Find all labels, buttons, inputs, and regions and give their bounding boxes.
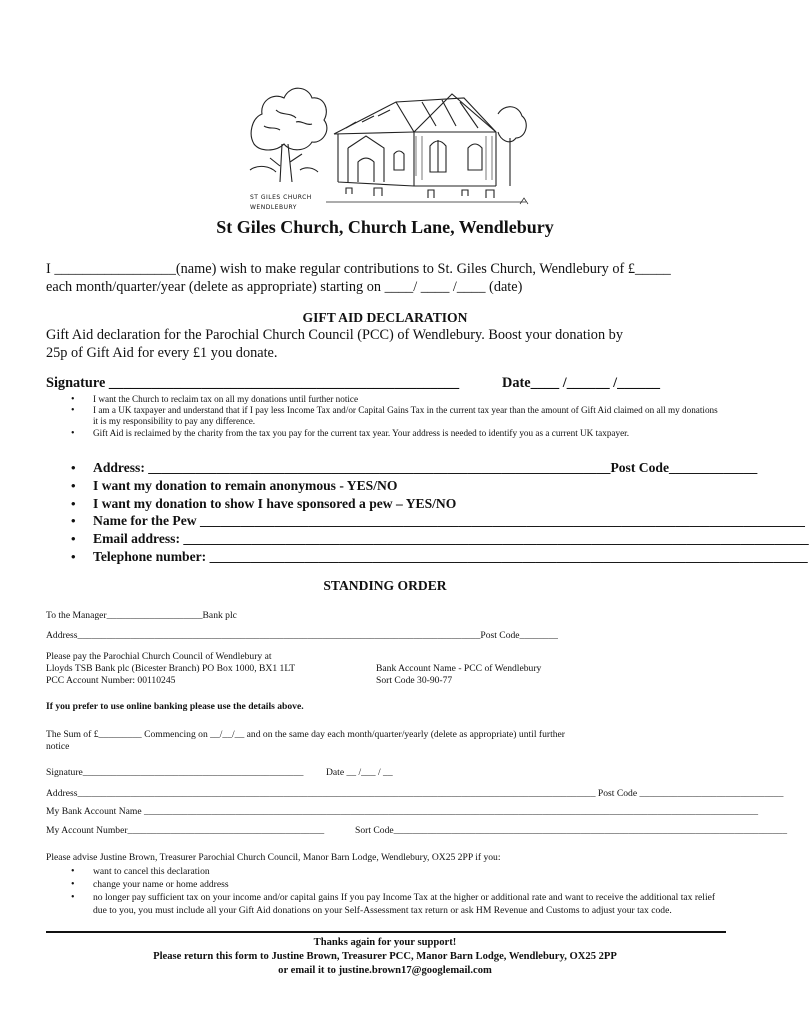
page-title: St Giles Church, Church Lane, Wendlebury (216, 217, 554, 237)
footer-email[interactable]: or email it to justine.brown17@googlemail.com (278, 965, 492, 976)
advise-text: Please advise Justine Brown, Treasurer Parochial Church Council, Manor Barn Lodge, Wendlebury, OX25 2PP if you: (46, 852, 501, 863)
intro-line-1: I _________________(name) wish to make regular contributions to St. Giles Church, Wendlebury of £_____ (46, 261, 671, 277)
pay-line-1: Please pay the Parochial Church Council of Wendlebury at (46, 651, 272, 662)
gift-aid-signature-field[interactable]: Signature _________________________________________________ (46, 375, 460, 391)
gift-aid-conditions-list (46, 394, 722, 439)
footer-return: Please return this form to Justine Brown, Treasurer PCC, Manor Barn Lodge, Wendlebury, OX25 2PP (153, 951, 617, 962)
gift-aid-date-field[interactable]: Date____ /______ /______ (502, 375, 661, 391)
gift-aid-fields-list (46, 459, 809, 566)
so-address-field[interactable]: Address____________________________________________________________________________________Post Code________ (46, 630, 558, 641)
online-banking-note: If you prefer to use online banking please use the details above. (46, 701, 304, 712)
standing-order-heading: STANDING ORDER (323, 578, 447, 593)
list-item: • want to cancel this declaration (46, 865, 722, 878)
pew-sponsor-option[interactable]: • I want my donation to show I have sponsored a pew – YES/NO (46, 495, 736, 513)
account-name: Bank Account Name - PCC of Wendlebury (376, 663, 542, 674)
so-address2-field[interactable]: Address____________________________________________________________________________________________________________ Post Code ______________________________ (46, 788, 784, 799)
sum-line-1[interactable]: The Sum of £_________ Commencing on __/__/__ and on the same day each month/quarter/yearly (delete as appropriate) until further (46, 729, 565, 740)
list-item: • no longer pay sufficient tax on your income and/or capital gains If you pay Income Tax at the higher or additional rate and want to receive the additional tax relief due to you, you must include all your Gift Aid donations on your Self-Assessment tax return or ask HM Revenue and Customs to adjust your tax code. (46, 891, 722, 917)
address-field[interactable]: • Address: ____________________________________________________________________Post Code_____________ (46, 459, 736, 477)
list-item: • change your name or home address (46, 878, 722, 891)
gift-aid-desc-line-2: 25p of Gift Aid for every £1 you donate. (46, 345, 278, 361)
footer-thanks: Thanks again for your support! (313, 937, 457, 948)
sort-code: Sort Code 30-90-77 (376, 675, 453, 686)
pay-line-2: Lloyds TSB Bank plc (Bicester Branch) PO Box 1000, BX1 1LT (46, 663, 296, 674)
anonymous-option[interactable]: • I want my donation to remain anonymous - YES/NO (46, 477, 736, 495)
gift-aid-desc-line-1: Gift Aid declaration for the Parochial Church Council (PCC) of Wendlebury. Boost your donation by (46, 327, 623, 343)
logo-caption-line2: WENDLEBURY (250, 204, 297, 211)
email-field[interactable]: • Email address: ____________________________________________________________________________________________ (46, 530, 736, 548)
to-manager-field[interactable]: To the Manager____________________Bank plc (46, 610, 237, 621)
sum-line-2: notice (46, 741, 70, 752)
account-number-field[interactable]: My Account Number_________________________________________ (46, 825, 325, 836)
gift-aid-heading: GIFT AID DECLARATION (302, 310, 468, 325)
pay-line-3: PCC Account Number: 00110245 (46, 675, 176, 686)
intro-line-2: each month/quarter/year (delete as appropriate) starting on ____/ ____ /____ (date) (46, 279, 523, 295)
church-logo (246, 74, 530, 216)
logo-caption-line1: ST GILES CHURCH (250, 194, 312, 201)
advise-list (46, 865, 722, 917)
list-item: • Gift Aid is reclaimed by the charity from the tax you pay for the current tax year. Your address is needed to identify you as a current UK taxpayer. (46, 428, 722, 439)
sort-code-field[interactable]: Sort Code__________________________________________________________________________________ (355, 825, 787, 836)
list-item: • I am a UK taxpayer and understand that if I pay less Income Tax and/or Capital Gains Tax in the current tax year than the amount of Gift Aid claimed on all my donations it is my responsibility to pay any difference. (46, 405, 722, 427)
so-date-field[interactable]: Date __ /___ / __ (326, 767, 393, 778)
telephone-field[interactable]: • Telephone number: ________________________________________________________________________________________ (46, 548, 736, 566)
pew-name-field[interactable]: • Name for the Pew _________________________________________________________________________________________ (46, 512, 736, 530)
footer-divider (46, 931, 726, 933)
so-signature-field[interactable]: Signature______________________________________________ (46, 767, 304, 778)
bank-account-name-field[interactable]: My Bank Account Name ________________________________________________________________________________________________________________________________ (46, 806, 759, 817)
list-item: • I want the Church to reclaim tax on all my donations until further notice (46, 394, 722, 405)
